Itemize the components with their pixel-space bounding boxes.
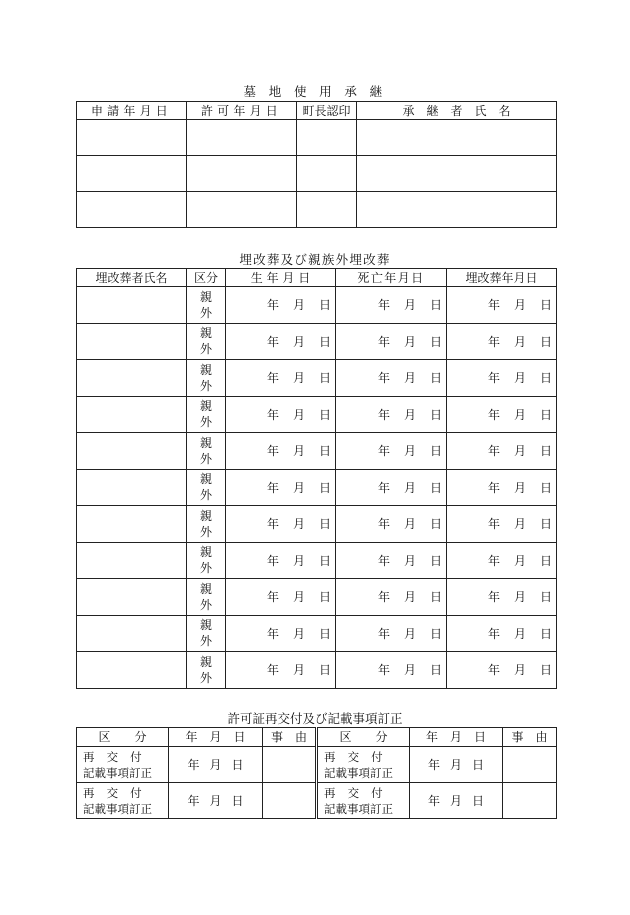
birth-date-cell (226, 615, 336, 652)
date-part: 月 (513, 371, 526, 386)
permission-date-cell[interactable] (187, 120, 297, 156)
date-part: 月 (513, 590, 526, 605)
reissue-row (77, 747, 557, 783)
header-date-right: 年 月 日 (410, 728, 503, 747)
kubun-shin: 親 (199, 618, 212, 633)
date-part: 年 (187, 758, 200, 772)
date-part: 月 (403, 626, 416, 641)
date-part: 日 (429, 553, 442, 568)
date-part: 月 (403, 444, 416, 459)
deceased-name-cell[interactable] (77, 652, 187, 689)
deceased-name-cell[interactable] (77, 542, 187, 579)
birth-date-cell (226, 360, 336, 397)
date-part: 月 (513, 626, 526, 641)
death-date-cell (336, 323, 447, 360)
date-part: 月 (513, 480, 526, 495)
date-part: 月 (513, 517, 526, 532)
section2-title: 埋改葬及び親族外埋改葬 (239, 252, 391, 267)
date-part: 月 (292, 334, 305, 349)
date-part: 日 (318, 371, 331, 386)
successor-name-cell[interactable] (357, 192, 557, 228)
death-date-cell (336, 615, 447, 652)
date-part: 日 (318, 553, 331, 568)
date-part: 年 (266, 517, 279, 532)
kubun-shin: 親 (199, 289, 212, 304)
date-part: 年 (266, 407, 279, 422)
burial-row (77, 615, 557, 652)
date-part: 日 (429, 334, 442, 349)
kubun-cell (187, 542, 226, 579)
death-date-cell (336, 433, 447, 470)
date-part: 年 (266, 444, 279, 459)
burial-date-cell (447, 433, 557, 470)
burial-date-cell (447, 396, 557, 433)
succession-header-row (77, 102, 557, 120)
date-part: 月 (449, 758, 462, 772)
date-part: 年 (487, 590, 500, 605)
date-part: 年 (187, 794, 200, 808)
date-part: 月 (292, 626, 305, 641)
burial-date-cell (447, 542, 557, 579)
date-part: 日 (472, 794, 485, 808)
reissue-date-left (169, 783, 263, 819)
burial-row (77, 469, 557, 506)
date-part: 年 (427, 758, 440, 772)
header-kubun: 区分 (187, 269, 226, 287)
burial-date-cell (447, 506, 557, 543)
birth-date-cell (226, 469, 336, 506)
kubun-shin: 親 (199, 654, 212, 669)
header-reason-right: 事 由 (503, 728, 557, 747)
date-part: 年 (266, 590, 279, 605)
kubun-cell (187, 652, 226, 689)
succession-row (77, 156, 557, 192)
deceased-name-cell[interactable] (77, 287, 187, 324)
date-part: 年 (377, 663, 390, 678)
date-part: 月 (513, 444, 526, 459)
burial-date-cell (447, 652, 557, 689)
date-part: 月 (403, 407, 416, 422)
header-permission-date: 許可年月日 (187, 102, 297, 120)
date-part: 月 (403, 590, 416, 605)
date-part: 日 (429, 444, 442, 459)
reissue-reason-right[interactable] (503, 747, 557, 783)
deceased-name-cell[interactable] (77, 433, 187, 470)
deceased-name-cell[interactable] (77, 469, 187, 506)
date-part: 年 (266, 663, 279, 678)
date-part: 日 (429, 626, 442, 641)
date-part: 日 (318, 626, 331, 641)
date-part: 月 (292, 298, 305, 313)
date-part: 日 (318, 407, 331, 422)
date-part: 日 (539, 298, 552, 313)
deceased-name-cell[interactable] (77, 506, 187, 543)
date-part: 月 (292, 590, 305, 605)
deceased-name-cell[interactable] (77, 323, 187, 360)
birth-date-cell (226, 542, 336, 579)
date-part: 年 (377, 334, 390, 349)
burial-row (77, 433, 557, 470)
date-part: 日 (318, 663, 331, 678)
deceased-name-cell[interactable] (77, 579, 187, 616)
kubun-cell (187, 469, 226, 506)
reissue-date-left (169, 747, 263, 783)
kubun-gai: 外 (199, 524, 212, 539)
date-part: 日 (231, 758, 244, 772)
burial-row (77, 652, 557, 689)
header-death-date: 死亡年月日 (336, 269, 447, 287)
kubun-gai: 外 (199, 561, 212, 576)
death-date-cell (336, 542, 447, 579)
kubun-gai: 外 (199, 342, 212, 357)
mayor-seal-cell[interactable] (297, 192, 357, 228)
reissue-label: 再交付 (83, 785, 154, 800)
successor-name-cell[interactable] (357, 120, 557, 156)
death-date-cell (336, 287, 447, 324)
burial-row (77, 287, 557, 324)
burial-header-row (77, 269, 557, 287)
date-part: 年 (377, 371, 390, 386)
kubun-shin: 親 (199, 472, 212, 487)
kubun-shin: 親 (199, 399, 212, 414)
date-part: 月 (209, 794, 222, 808)
kubun-cell (187, 360, 226, 397)
burial-row (77, 579, 557, 616)
date-part: 年 (487, 407, 500, 422)
mayor-seal-cell[interactable] (297, 120, 357, 156)
date-part: 日 (429, 480, 442, 495)
burial-row (77, 542, 557, 579)
date-part: 年 (427, 794, 440, 808)
application-date-cell[interactable] (77, 120, 187, 156)
date-part: 月 (292, 480, 305, 495)
date-part: 年 (487, 480, 500, 495)
kubun-gai: 外 (199, 634, 212, 649)
kubun-gai: 外 (199, 451, 212, 466)
kubun-shin: 親 (199, 362, 212, 377)
birth-date-cell (226, 652, 336, 689)
section3-title: 許可証再交付及び記載事項訂正 (227, 711, 403, 726)
date-part: 月 (292, 371, 305, 386)
date-part: 日 (539, 371, 552, 386)
date-part: 月 (403, 553, 416, 568)
permission-date-cell[interactable] (187, 192, 297, 228)
header-date-left: 年 月 日 (169, 728, 263, 747)
date-part: 年 (487, 444, 500, 459)
death-date-cell (336, 360, 447, 397)
date-part: 月 (403, 480, 416, 495)
burial-row (77, 360, 557, 397)
birth-date-cell (226, 323, 336, 360)
header-deceased-name: 埋改葬者氏名 (77, 269, 187, 287)
date-part: 日 (472, 758, 485, 772)
date-part: 日 (539, 663, 552, 678)
date-part: 月 (292, 517, 305, 532)
kubun-shin: 親 (199, 435, 212, 450)
date-part: 日 (429, 407, 442, 422)
date-part: 日 (231, 794, 244, 808)
header-kubun-left: 区 分 (77, 728, 169, 747)
correction-label: 記載事項訂正 (83, 801, 152, 816)
kubun-gai: 外 (199, 378, 212, 393)
kubun-gai: 外 (199, 670, 212, 685)
date-part: 年 (266, 626, 279, 641)
deceased-name-cell[interactable] (77, 360, 187, 397)
date-part: 年 (377, 590, 390, 605)
date-part: 日 (429, 590, 442, 605)
date-part: 年 (266, 371, 279, 386)
kubun-shin: 親 (199, 326, 212, 341)
date-part: 年 (377, 298, 390, 313)
death-date-cell (336, 579, 447, 616)
application-date-cell[interactable] (77, 192, 187, 228)
date-part: 年 (487, 626, 500, 641)
date-part: 年 (266, 480, 279, 495)
date-part: 日 (539, 590, 552, 605)
header-birth-date: 生 年 月 日 (226, 269, 336, 287)
death-date-cell (336, 396, 447, 433)
date-part: 日 (318, 334, 331, 349)
reissue-row (77, 783, 557, 819)
header-burial-date: 埋改葬年月日 (447, 269, 557, 287)
date-part: 月 (292, 553, 305, 568)
date-part: 年 (377, 517, 390, 532)
date-part: 月 (403, 663, 416, 678)
date-part: 日 (318, 480, 331, 495)
date-part: 年 (487, 334, 500, 349)
kubun-cell (187, 433, 226, 470)
date-part: 日 (539, 444, 552, 459)
kubun-cell (187, 396, 226, 433)
date-part: 日 (318, 444, 331, 459)
reissue-kubun-right (317, 783, 410, 819)
reissue-kubun-left (77, 783, 169, 819)
burial-date-cell (447, 579, 557, 616)
header-mayor-seal: 町長認印 (297, 102, 357, 120)
date-part: 月 (513, 407, 526, 422)
date-part: 年 (487, 663, 500, 678)
reissue-kubun-left (77, 747, 169, 783)
deceased-name-cell[interactable] (77, 396, 187, 433)
burial-table (76, 268, 557, 689)
kubun-shin: 親 (199, 508, 212, 523)
kubun-cell (187, 579, 226, 616)
succession-row (77, 192, 557, 228)
burial-date-cell (447, 615, 557, 652)
kubun-gai: 外 (199, 597, 212, 612)
mayor-seal-cell[interactable] (297, 156, 357, 192)
section1-title: 墓 地 使 用 承 継 (243, 84, 387, 99)
header-kubun-right: 区 分 (317, 728, 410, 747)
reissue-kubun-right (317, 747, 410, 783)
date-part: 日 (429, 298, 442, 313)
burial-date-cell (447, 469, 557, 506)
kubun-cell (187, 323, 226, 360)
date-part: 月 (513, 298, 526, 313)
birth-date-cell (226, 506, 336, 543)
reissue-date-right (410, 783, 503, 819)
birth-date-cell (226, 579, 336, 616)
date-part: 月 (513, 553, 526, 568)
correction-label: 記載事項訂正 (324, 765, 393, 780)
death-date-cell (336, 506, 447, 543)
date-part: 日 (539, 480, 552, 495)
date-part: 日 (429, 371, 442, 386)
date-part: 年 (377, 407, 390, 422)
date-part: 月 (209, 758, 222, 772)
reissue-header-row (77, 728, 557, 747)
reissue-date-right (410, 747, 503, 783)
burial-row (77, 506, 557, 543)
date-part: 月 (513, 334, 526, 349)
date-part: 月 (403, 517, 416, 532)
application-date-cell[interactable] (77, 156, 187, 192)
kubun-shin: 親 (199, 545, 212, 560)
date-part: 月 (292, 444, 305, 459)
death-date-cell (336, 652, 447, 689)
correction-label: 記載事項訂正 (83, 765, 152, 780)
date-part: 年 (266, 298, 279, 313)
date-part: 年 (377, 444, 390, 459)
correction-label: 記載事項訂正 (324, 801, 393, 816)
kubun-gai: 外 (199, 488, 212, 503)
date-part: 日 (539, 407, 552, 422)
kubun-cell (187, 506, 226, 543)
kubun-cell (187, 287, 226, 324)
date-part: 年 (266, 334, 279, 349)
reissue-table (76, 727, 557, 819)
burial-date-cell (447, 360, 557, 397)
permission-date-cell[interactable] (187, 156, 297, 192)
date-part: 日 (318, 517, 331, 532)
reissue-label: 再交付 (83, 749, 154, 764)
date-part: 年 (377, 553, 390, 568)
successor-name-cell[interactable] (357, 156, 557, 192)
date-part: 月 (292, 663, 305, 678)
birth-date-cell (226, 396, 336, 433)
date-part: 年 (266, 553, 279, 568)
date-part: 日 (429, 517, 442, 532)
header-application-date: 申請年月日 (77, 102, 187, 120)
date-part: 年 (377, 480, 390, 495)
date-part: 月 (292, 407, 305, 422)
death-date-cell (336, 469, 447, 506)
date-part: 日 (539, 626, 552, 641)
birth-date-cell (226, 433, 336, 470)
date-part: 月 (403, 371, 416, 386)
deceased-name-cell[interactable] (77, 615, 187, 652)
burial-row (77, 323, 557, 360)
reissue-reason-right[interactable] (503, 783, 557, 819)
date-part: 日 (318, 590, 331, 605)
reissue-label: 再交付 (324, 785, 395, 800)
succession-table (76, 101, 557, 228)
kubun-cell (187, 615, 226, 652)
kubun-gai: 外 (199, 305, 212, 320)
header-successor-name: 承 継 者 氏 名 (357, 102, 557, 120)
date-part: 月 (403, 298, 416, 313)
date-part: 月 (449, 794, 462, 808)
date-part: 年 (377, 626, 390, 641)
date-part: 日 (539, 334, 552, 349)
kubun-shin: 親 (199, 581, 212, 596)
date-part: 日 (429, 663, 442, 678)
header-reason-left: 事 由 (263, 728, 317, 747)
date-part: 日 (318, 298, 331, 313)
burial-row (77, 396, 557, 433)
reissue-reason-left[interactable] (263, 747, 317, 783)
date-part: 月 (513, 663, 526, 678)
reissue-label: 再交付 (324, 749, 395, 764)
date-part: 年 (487, 298, 500, 313)
burial-date-cell (447, 323, 557, 360)
birth-date-cell (226, 287, 336, 324)
date-part: 年 (487, 371, 500, 386)
reissue-reason-left[interactable] (263, 783, 317, 819)
date-part: 年 (487, 553, 500, 568)
burial-date-cell (447, 287, 557, 324)
kubun-gai: 外 (199, 415, 212, 430)
date-part: 年 (487, 517, 500, 532)
succession-row (77, 120, 557, 156)
date-part: 日 (539, 553, 552, 568)
date-part: 月 (403, 334, 416, 349)
date-part: 日 (539, 517, 552, 532)
